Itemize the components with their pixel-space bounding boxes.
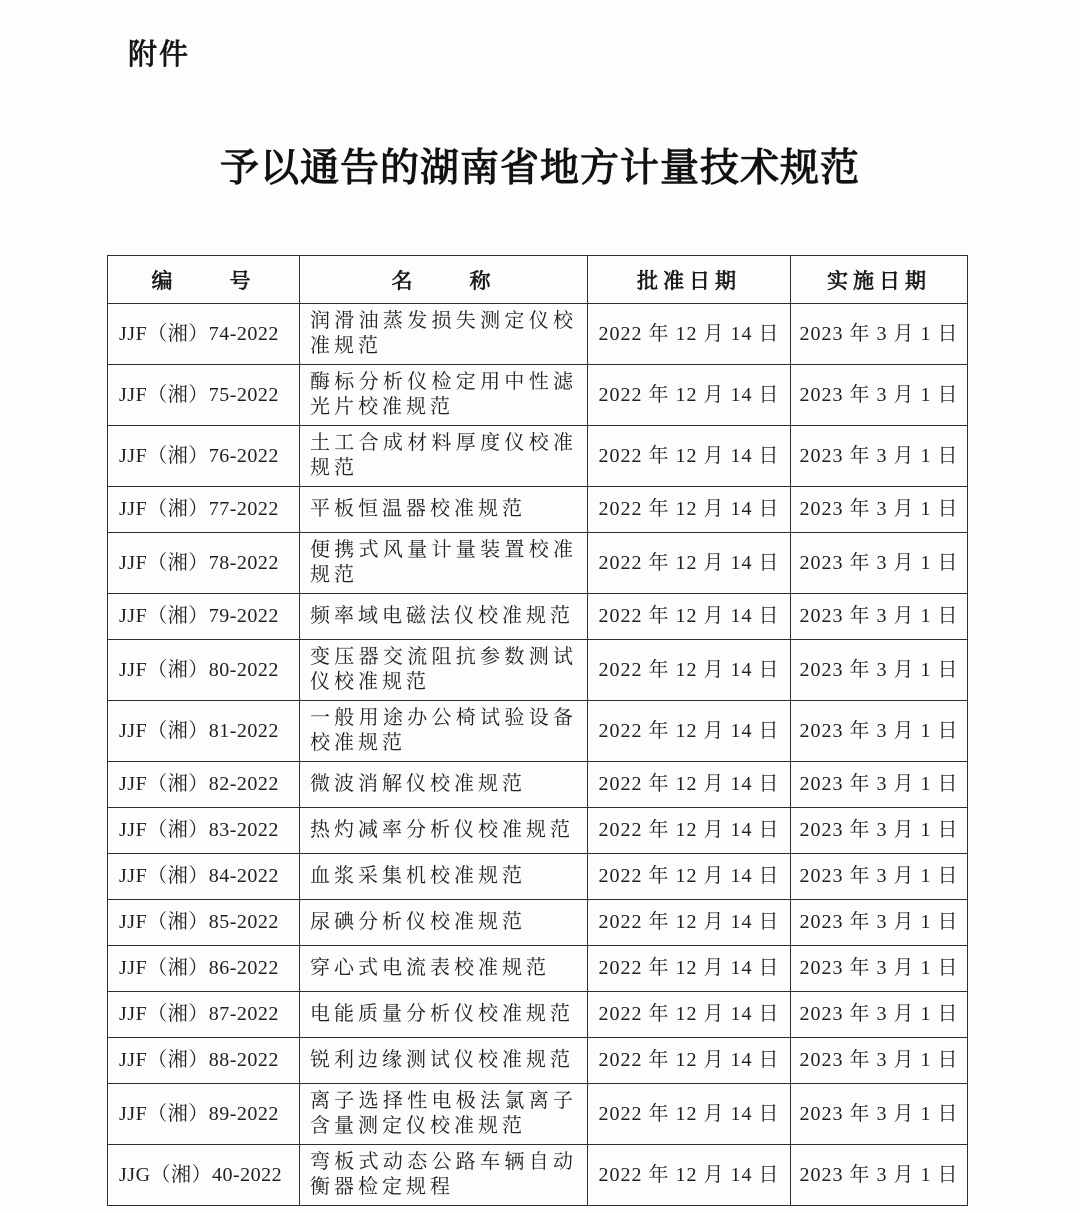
spec-id-cell: JJF（湘）86-2022 [108, 946, 300, 992]
approval-date-cell: 2022 年 12 月 14 日 [588, 533, 791, 594]
spec-name-cell: 微波消解仪校准规范 [300, 762, 588, 808]
table-row [108, 762, 968, 808]
header-spec-id: 编 号 [108, 256, 300, 304]
approval-date-cell: 2022 年 12 月 14 日 [588, 426, 791, 487]
table-row [108, 487, 968, 533]
approval-date-cell: 2022 年 12 月 14 日 [588, 854, 791, 900]
approval-date-cell: 2022 年 12 月 14 日 [588, 900, 791, 946]
approval-date-cell: 2022 年 12 月 14 日 [588, 365, 791, 426]
spec-id-cell: JJF（湘）76-2022 [108, 426, 300, 487]
implementation-date-cell: 2023 年 3 月 1 日 [791, 1038, 968, 1084]
table-row [108, 426, 968, 487]
spec-name-cell: 便携式风量计量装置校准规范 [300, 533, 588, 594]
table-row [108, 640, 968, 701]
table-row [108, 992, 968, 1038]
spec-id-cell: JJF（湘）74-2022 [108, 304, 300, 365]
spec-name-cell: 热灼减率分析仪校准规范 [300, 808, 588, 854]
spec-id-cell: JJF（湘）84-2022 [108, 854, 300, 900]
spec-id-cell: JJF（湘）81-2022 [108, 701, 300, 762]
implementation-date-cell: 2023 年 3 月 1 日 [791, 304, 968, 365]
spec-id-cell: JJF（湘）83-2022 [108, 808, 300, 854]
spec-name-cell: 变压器交流阻抗参数测试仪校准规范 [300, 640, 588, 701]
implementation-date-cell: 2023 年 3 月 1 日 [791, 1145, 968, 1206]
implementation-date-cell: 2023 年 3 月 1 日 [791, 487, 968, 533]
spec-id-cell: JJF（湘）88-2022 [108, 1038, 300, 1084]
spec-name-cell: 锐利边缘测试仪校准规范 [300, 1038, 588, 1084]
implementation-date-cell: 2023 年 3 月 1 日 [791, 701, 968, 762]
spec-name-cell: 离子选择性电极法氯离子含量测定仪校准规范 [300, 1084, 588, 1145]
spec-id-cell: JJF（湘）79-2022 [108, 594, 300, 640]
spec-name-cell: 平板恒温器校准规范 [300, 487, 588, 533]
header-approval-date: 批准日期 [588, 256, 791, 304]
approval-date-cell: 2022 年 12 月 14 日 [588, 1145, 791, 1206]
table-row [108, 1084, 968, 1145]
implementation-date-cell: 2023 年 3 月 1 日 [791, 426, 968, 487]
table-row [108, 365, 968, 426]
table-row [108, 1145, 968, 1206]
spec-id-cell: JJF（湘）80-2022 [108, 640, 300, 701]
implementation-date-cell: 2023 年 3 月 1 日 [791, 1084, 968, 1145]
table-header-row [108, 256, 968, 304]
table-row [108, 594, 968, 640]
implementation-date-cell: 2023 年 3 月 1 日 [791, 854, 968, 900]
implementation-date-cell: 2023 年 3 月 1 日 [791, 808, 968, 854]
implementation-date-cell: 2023 年 3 月 1 日 [791, 946, 968, 992]
implementation-date-cell: 2023 年 3 月 1 日 [791, 533, 968, 594]
table-row [108, 900, 968, 946]
approval-date-cell: 2022 年 12 月 14 日 [588, 1038, 791, 1084]
implementation-date-cell: 2023 年 3 月 1 日 [791, 992, 968, 1038]
table-row [108, 808, 968, 854]
table-row [108, 533, 968, 594]
spec-id-cell: JJF（湘）77-2022 [108, 487, 300, 533]
approval-date-cell: 2022 年 12 月 14 日 [588, 304, 791, 365]
spec-id-cell: JJG（湘）40-2022 [108, 1145, 300, 1206]
implementation-date-cell: 2023 年 3 月 1 日 [791, 900, 968, 946]
spec-id-cell: JJF（湘）89-2022 [108, 1084, 300, 1145]
spec-id-cell: JJF（湘）82-2022 [108, 762, 300, 808]
spec-table [107, 255, 968, 1206]
approval-date-cell: 2022 年 12 月 14 日 [588, 594, 791, 640]
spec-name-cell: 电能质量分析仪校准规范 [300, 992, 588, 1038]
spec-name-cell: 弯板式动态公路车辆自动衡器检定规程 [300, 1145, 588, 1206]
approval-date-cell: 2022 年 12 月 14 日 [588, 808, 791, 854]
approval-date-cell: 2022 年 12 月 14 日 [588, 487, 791, 533]
spec-name-cell: 一般用途办公椅试验设备校准规范 [300, 701, 588, 762]
spec-name-cell: 土工合成材料厚度仪校准规范 [300, 426, 588, 487]
approval-date-cell: 2022 年 12 月 14 日 [588, 1084, 791, 1145]
implementation-date-cell: 2023 年 3 月 1 日 [791, 594, 968, 640]
spec-name-cell: 尿碘分析仪校准规范 [300, 900, 588, 946]
spec-id-cell: JJF（湘）87-2022 [108, 992, 300, 1038]
spec-id-cell: JJF（湘）75-2022 [108, 365, 300, 426]
approval-date-cell: 2022 年 12 月 14 日 [588, 701, 791, 762]
page-title: 予以通告的湖南省地方计量技术规范 [219, 147, 860, 190]
table-row [108, 854, 968, 900]
spec-id-cell: JJF（湘）85-2022 [108, 900, 300, 946]
implementation-date-cell: 2023 年 3 月 1 日 [791, 640, 968, 701]
header-spec-name: 名 称 [300, 256, 588, 304]
spec-name-cell: 润滑油蒸发损失测定仪校准规范 [300, 304, 588, 365]
spec-name-cell: 穿心式电流表校准规范 [300, 946, 588, 992]
spec-name-cell: 血浆采集机校准规范 [300, 854, 588, 900]
approval-date-cell: 2022 年 12 月 14 日 [588, 992, 791, 1038]
implementation-date-cell: 2023 年 3 月 1 日 [791, 365, 968, 426]
attachment-label: 附件 [128, 39, 191, 71]
approval-date-cell: 2022 年 12 月 14 日 [588, 762, 791, 808]
table-row [108, 701, 968, 762]
approval-date-cell: 2022 年 12 月 14 日 [588, 946, 791, 992]
spec-name-cell: 酶标分析仪检定用中性滤光片校准规范 [300, 365, 588, 426]
spec-name-cell: 频率域电磁法仪校准规范 [300, 594, 588, 640]
approval-date-cell: 2022 年 12 月 14 日 [588, 640, 791, 701]
table-row [108, 304, 968, 365]
header-implementation-date: 实施日期 [791, 256, 968, 304]
spec-id-cell: JJF（湘）78-2022 [108, 533, 300, 594]
table-row [108, 1038, 968, 1084]
table-body [108, 304, 968, 1206]
implementation-date-cell: 2023 年 3 月 1 日 [791, 762, 968, 808]
table-row [108, 946, 968, 992]
